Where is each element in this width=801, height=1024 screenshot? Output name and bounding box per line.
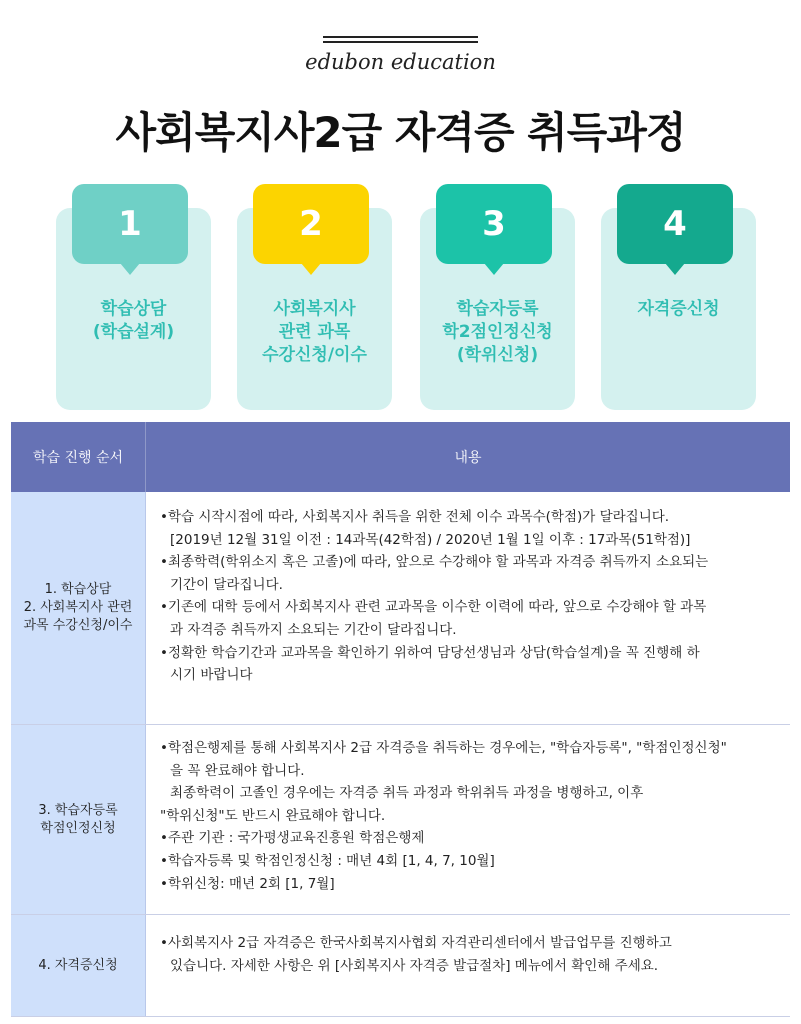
content-line: •학습자등록 및 학점인정신청 : 매년 4회 [1, 4, 7, 10월] (160, 852, 495, 869)
step-card-3 (420, 204, 575, 410)
step-number-bubble (436, 184, 552, 264)
content-line: [2019년 12월 31일 이전 : 14과목(42학점) / 2020년 1월 1일 이후 : 17과목(51학점)] (170, 531, 691, 548)
step-card-2 (237, 204, 392, 410)
table-header (11, 422, 790, 492)
content-line: •학점은행제를 통해 사회복지사 2급 자격증을 취득하는 경우에는, "학습자등록", "학점인정신청" (160, 740, 727, 756)
bubble-tail (120, 263, 140, 275)
content-line: 시기 바랍니다 (170, 667, 253, 684)
step-card-1 (56, 204, 211, 410)
header-content: 내용 (454, 450, 482, 466)
content-line: 을 꼭 완료해야 합니다. (170, 762, 305, 779)
table-row (11, 492, 790, 725)
top-rule (323, 36, 478, 38)
step-label: 사회복지사 관련 과목 수강신청/이수 (262, 299, 367, 365)
step-number-bubble (72, 184, 188, 264)
row-step-cell: 1. 학습상담 2. 사회복지사 관련 과목 수강신청/이수 (11, 492, 146, 724)
content-line: •정확한 학습기간과 교과목을 확인하기 위하여 담당선생님과 상담(학습설계)을 꼭 진행해 하 (160, 644, 700, 661)
step-label: 학습상담 (학습설계) (92, 299, 175, 342)
content-line: •최종학력(학위소지 혹은 고졸)에 따라, 앞으로 수강해야 할 과목과 자격증 취득까지 소요되는 (160, 554, 709, 571)
bubble-tail (665, 263, 685, 275)
row-content-cell (146, 915, 790, 1016)
step-card-4 (601, 204, 756, 410)
page-title: 사회복지사2급 자격증 취득과정 (115, 108, 686, 157)
row-step-cell: 3. 학습자등록 학점인정신청 (11, 725, 146, 914)
header-step-order: 학습 진행 순서 (11, 422, 146, 492)
content-line: 있습니다. 자세한 사항은 위 [사회복지사 자격증 발급절차] 메뉴에서 확인해 주세요. (170, 957, 659, 974)
bubble-tail (484, 263, 504, 275)
table-row (11, 915, 790, 1017)
content-line: 기간이 달라집니다. (170, 576, 283, 593)
content-line: 과 자격증 취득까지 소요되는 기간이 달라집니다. (170, 621, 457, 638)
step-number: 3 (482, 204, 506, 244)
step-number-bubble (617, 184, 733, 264)
content-line: •학위신청: 매년 2회 [1, 7월] (160, 875, 335, 892)
row-content-cell (146, 725, 790, 914)
step-label: 학습자등록 학2점인정신청 (학위신청) (442, 299, 553, 365)
row-step-cell: 4. 자격증신청 (11, 915, 146, 1016)
content-line: •학습 시작시점에 따라, 사회복지사 취득을 위한 전체 이수 과목수(학점)가 달라집니다. (160, 509, 670, 525)
content-line: •사회복지사 2급 자격증은 한국사회복지사협회 자격관리센터에서 발급업무를 진행하고 (160, 935, 672, 951)
step-number: 2 (299, 204, 323, 244)
table-row (11, 725, 790, 915)
process-table (11, 422, 790, 1017)
content-line: 최종학력이 고졸인 경우에는 자격증 취득 과정과 학위취득 과정을 병행하고, 이후 (170, 785, 644, 802)
bubble-tail (301, 263, 321, 275)
row-content-cell (146, 492, 790, 724)
step-number: 1 (118, 204, 142, 244)
brand-name: edubon education (305, 50, 496, 74)
step-label: 자격증신청 (637, 299, 720, 319)
content-line: •기존에 대학 등에서 사회복지사 관련 교과목을 이수한 이력에 따라, 앞으로 수강해야 할 과목 (160, 599, 707, 616)
step-number: 4 (663, 204, 687, 244)
top-rule (323, 41, 478, 43)
content-line: •주관 기관 : 국가평생교육진흥원 학점은행제 (160, 830, 425, 847)
step-number-bubble (253, 184, 369, 264)
content-line: "학위신청"도 반드시 완료해야 합니다. (160, 807, 386, 824)
